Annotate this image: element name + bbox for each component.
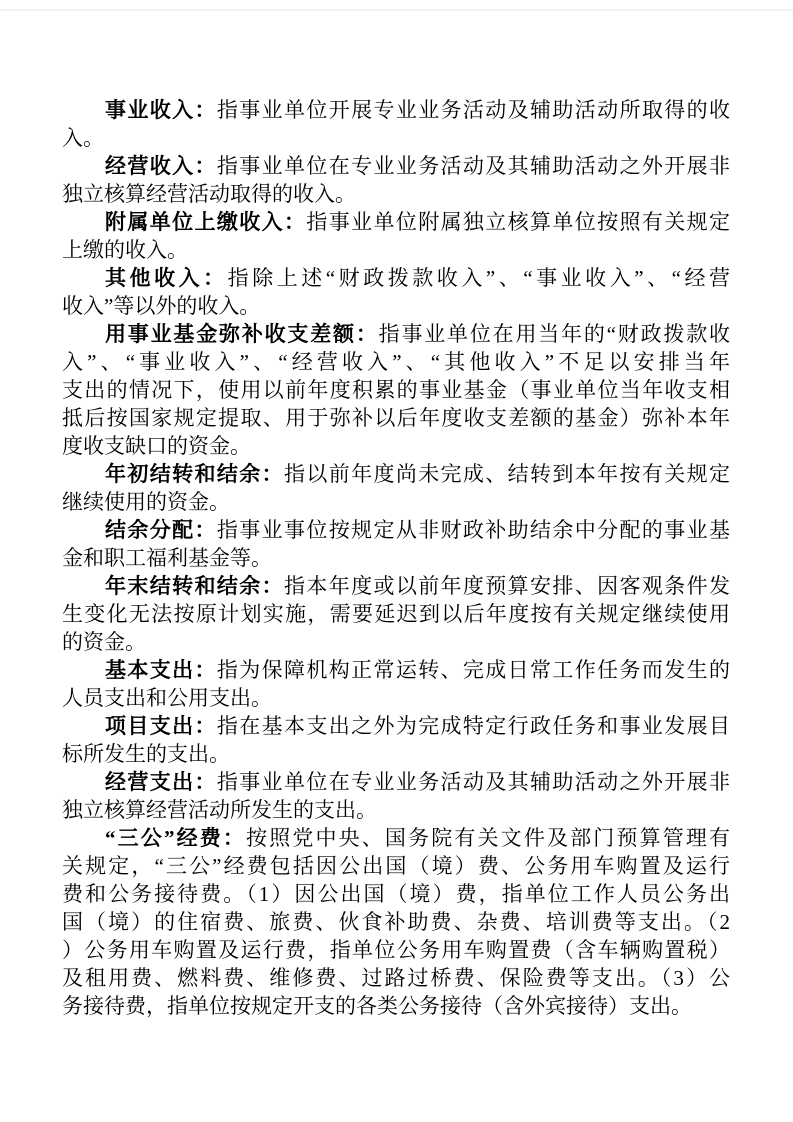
text-line: 生变化无法按原计划实施，需要延迟到以后年度按有关规定继续使用 bbox=[62, 602, 730, 626]
term-label: “三公”经费： bbox=[105, 826, 247, 850]
definition-text: 指为保障机构正常运转、完成日常工作任务而发生的 bbox=[216, 658, 730, 682]
definition-text: 指事业单位在专业业务活动及其辅助活动之外开展非 bbox=[216, 154, 730, 178]
text-line bbox=[62, 572, 730, 600]
definition-text: 按照党中央、国务院有关文件及部门预算管理有 bbox=[246, 826, 730, 850]
text-line: 继续使用的资金。 bbox=[62, 490, 230, 514]
term-label: 用事业基金弥补收支差额： bbox=[105, 322, 379, 346]
text-line bbox=[62, 460, 730, 488]
definition-text: 指事业单位在用当年的“财政拨款收 bbox=[378, 322, 730, 346]
text-line bbox=[62, 768, 730, 796]
text-line: 标所发生的支出。 bbox=[62, 742, 230, 766]
text-line: 国（境）的住宿费、旅费、伙食补助费、杂费、培训费等支出。（2 bbox=[62, 910, 730, 934]
term-label: 其他收入： bbox=[105, 266, 228, 290]
text-line bbox=[62, 152, 730, 180]
definition-text: 指本年度或以前年度预算安排、因客观条件发 bbox=[283, 574, 730, 598]
definition-text: 指在基本支出之外为完成特定行政任务和事业发展目 bbox=[216, 714, 730, 738]
text-line: 独立核算经营活动所发生的支出。 bbox=[62, 798, 377, 822]
text-line bbox=[62, 96, 730, 124]
page-top-scan-artifact bbox=[0, 9, 793, 11]
term-label: 基本支出： bbox=[105, 658, 217, 682]
definition-text: 指事业单位附属独立核算单位按照有关规定 bbox=[306, 210, 730, 234]
definition-text: 指事业事位按规定从非财政补助结余中分配的事业基 bbox=[216, 518, 730, 542]
text-line: 支出的情况下，使用以前年度积累的事业基金（事业单位当年收支相 bbox=[62, 378, 730, 402]
term-label: 事业收入： bbox=[105, 98, 217, 122]
text-line: ）公务用车购置及运行费，指单位公务用车购置费（含车辆购置税） bbox=[62, 938, 730, 962]
text-line: 人员支出和公用支出。 bbox=[62, 686, 272, 710]
text-line: 及租用费、燃料费、维修费、过路过桥费、保险费等支出。（3）公 bbox=[62, 966, 730, 990]
text-line bbox=[62, 264, 730, 292]
text-line: 收入”等以外的收入。 bbox=[62, 294, 261, 318]
text-line: 度收支缺口的资金。 bbox=[62, 434, 251, 458]
text-line bbox=[62, 208, 730, 236]
text-line bbox=[62, 516, 730, 544]
definition-text: 指以前年度尚未完成、结转到本年按有关规定 bbox=[283, 462, 730, 486]
text-line: 入”、“事业收入”、“经营收入”、“其他收入”不足以安排当年 bbox=[62, 350, 730, 374]
text-line: 费和公务接待费。（1）因公出国（境）费，指单位工作人员公务出 bbox=[62, 882, 730, 906]
term-label: 附属单位上缴收入： bbox=[105, 210, 307, 234]
term-label: 经营收入： bbox=[105, 154, 217, 178]
definition-text: 指事业单位在专业业务活动及其辅助活动之外开展非 bbox=[216, 770, 730, 794]
term-label: 年初结转和结余： bbox=[105, 462, 284, 486]
text-line: 关规定，“三公”经费包括因公出国（境）费、公务用车购置及运行 bbox=[62, 854, 730, 878]
definitions-text-block bbox=[62, 96, 730, 1020]
text-line bbox=[62, 320, 730, 348]
text-line bbox=[62, 824, 730, 852]
text-line: 务接待费，指单位按规定开支的各类公务接待（含外宾接待）支出。 bbox=[62, 994, 692, 1018]
definition-text: 指除上述“财政拨款收入”、“事业收入”、“经营 bbox=[227, 266, 730, 290]
text-line bbox=[62, 656, 730, 684]
term-label: 经营支出： bbox=[105, 770, 217, 794]
text-line: 上缴的收入。 bbox=[62, 238, 188, 262]
text-line: 金和职工福利基金等。 bbox=[62, 546, 272, 570]
text-line: 入。 bbox=[62, 126, 104, 150]
definition-text: 指事业单位开展专业业务活动及辅助活动所取得的收 bbox=[216, 98, 730, 122]
text-line bbox=[62, 712, 730, 740]
term-label: 年末结转和结余： bbox=[105, 574, 284, 598]
term-label: 项目支出： bbox=[105, 714, 217, 738]
text-line: 抵后按国家规定提取、用于弥补以后年度收支差额的基金）弥补本年 bbox=[62, 406, 730, 430]
text-line: 的资金。 bbox=[62, 630, 146, 654]
text-line: 独立核算经营活动取得的收入。 bbox=[62, 182, 356, 206]
term-label: 结余分配： bbox=[105, 518, 217, 542]
